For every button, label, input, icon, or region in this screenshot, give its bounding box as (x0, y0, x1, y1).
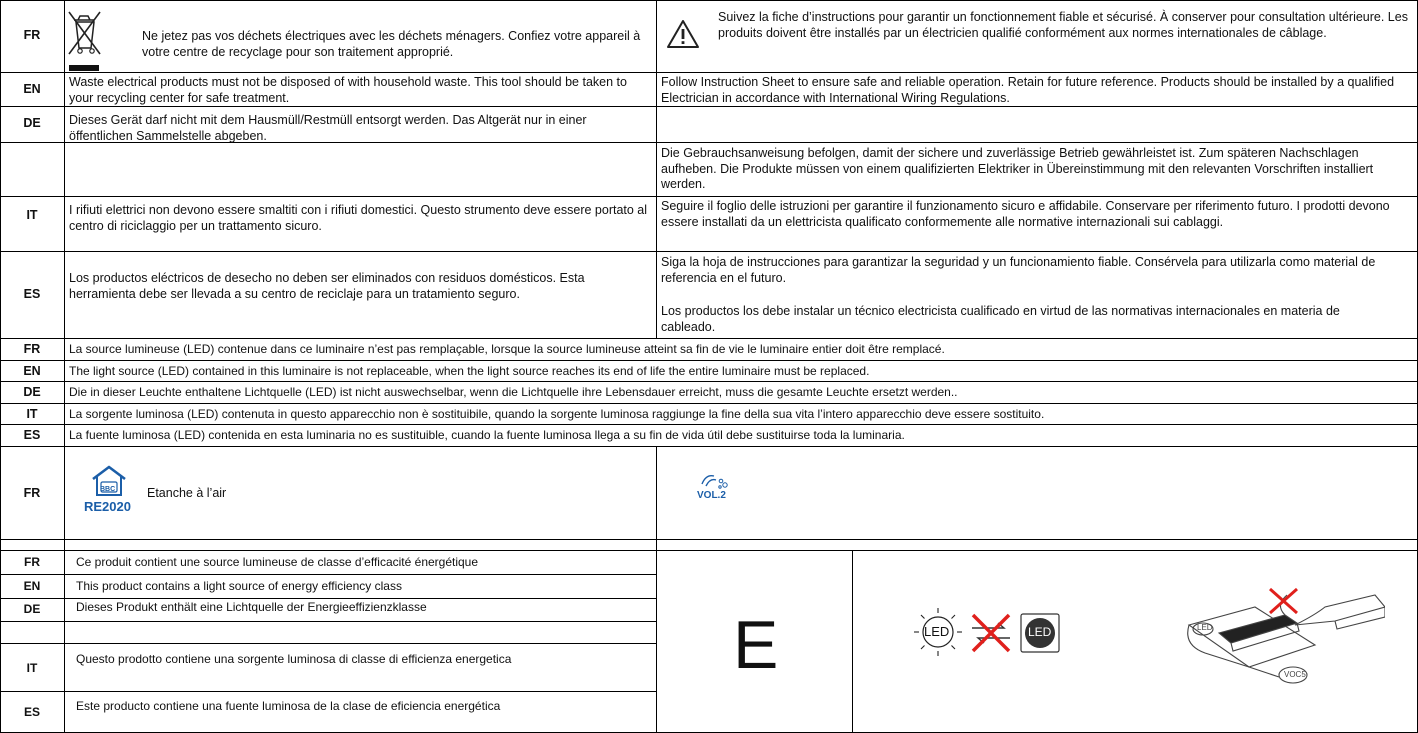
led-text-de: Die in dieser Leuchte enthaltene Lichtquelle (LED) ist nicht auswechselbar, wenn die Lichtquelle ihre Lebensdauer erreicht, muss die gesamte Leuchte ersetzt werden.. (69, 385, 958, 399)
instructions-text-es-2: Los productos los debe instalar un técnico electricista cualificado en virtud de las normativas internacionales en materia de cableado. (661, 304, 1340, 334)
weee-text-fr: Ne jetez pas vos déchets électriques avec les déchets ménagers. Confiez votre appareil à votre centre de recyclage pour son traitement approprié. (142, 29, 641, 59)
instructions-text-it: Seguire il foglio delle istruzioni per garantire il funzionamento sicuro e affidabile. Conservare per riferimento futuro. I prodotti devono essere installati da un elettricista qualificato conformemente alle normative internazionali sui cablaggi. (661, 199, 1390, 229)
language-code-en: EN (23, 579, 41, 593)
rule (852, 550, 853, 733)
no-replace-cross-icon (968, 610, 1014, 656)
bbc-label: BBC (100, 486, 116, 493)
driver-not-replaceable-icon (1175, 585, 1385, 700)
weee-text-en: Waste electrical products must not be disposed of with household waste. This tool should be taken to your recycling center for safe treatment. (69, 75, 627, 105)
rule (0, 196, 1418, 197)
rule (0, 643, 656, 644)
language-code-fr: FR (23, 28, 41, 42)
rule (0, 539, 1418, 540)
led-text-it: La sorgente luminosa (LED) contenuta in questo apparecchio non è sostituibile, quando la sorgente luminosa raggiunge la fine della sua vita l’intero apparecchio deve essere sostituito. (69, 407, 1045, 421)
led-text-fr: La source lumineuse (LED) contenue dans ce luminaire n’est pas remplaçable, lorsque la source lumineuse atteint sa fin de vie le luminaire entier doit être remplacé. (69, 342, 945, 356)
rule (0, 446, 1418, 447)
rule (0, 72, 1418, 73)
language-code-it: IT (26, 208, 38, 222)
rule (0, 691, 656, 692)
rule (656, 550, 657, 733)
language-code-es: ES (23, 428, 41, 442)
rule (0, 106, 1418, 107)
language-code-de: DE (23, 116, 41, 130)
weee-text-es: Los productos eléctricos de desecho no deben ser eliminados con residuos domésticos. Esta herramienta debe ser llevada a su centro de reciclaje para un tratamiento seguro. (69, 271, 585, 301)
language-code-fr: FR (23, 342, 41, 356)
rule (0, 0, 1418, 1)
re2020-label: RE2020 (84, 499, 131, 514)
language-code-de: DE (23, 602, 41, 616)
language-code-en: EN (23, 364, 41, 378)
vol2-acoustic-icon (698, 470, 738, 490)
led-text-es: La fuente luminosa (LED) contenida en esta luminaria no es sustituible, cuando la fuente luminosa llega a su fin de vida útil debe sustituirse toda la luminaria. (69, 428, 905, 442)
instructions-text-fr: Suivez la fiche d’instructions pour garantir un fonctionnement fiable et sécurisé. À conserver pour consultation ultérieure. Les produits doivent être installés par un électricien qualifié conformément aux normes internationales de câblage. (718, 10, 1408, 40)
rule (0, 360, 1418, 361)
rule (0, 574, 656, 575)
energy-text-fr: Ce produit contient une source lumineuse de classe d’efficacité énergétique (76, 555, 479, 569)
rule (0, 381, 1418, 382)
energy-text-de: Dieses Produkt enthält eine Lichtquelle der Energieeffizienzklasse (76, 600, 427, 614)
language-code-it: IT (26, 407, 38, 421)
airtight-text: Etanche à l’air (147, 486, 227, 500)
driver-label-top: LED (1197, 623, 1213, 632)
language-code-es: ES (23, 705, 40, 719)
rule (656, 0, 657, 338)
energy-text-en: This product contains a light source of energy efficiency class (76, 579, 402, 593)
rule (0, 598, 656, 599)
rule (656, 446, 657, 550)
led-label: LED (924, 624, 950, 639)
rule (0, 550, 1418, 551)
instructions-text-en: Follow Instruction Sheet to ensure safe and reliable operation. Retain for future reference. Products should be installed by a qualified Electrician in accordance with International Wiring Regulations. (661, 75, 1395, 105)
language-code-it: IT (26, 661, 38, 675)
language-code-fr: FR (24, 555, 40, 569)
instructions-text-es: Siga la hoja de instrucciones para garantizar la seguridad y un funcionamiento fiable. Consérvela para utilizarla como material de referencia en el futuro. (661, 255, 1376, 285)
warning-triangle-icon (666, 18, 700, 50)
language-code-en: EN (23, 82, 41, 96)
rule (0, 424, 1418, 425)
rule (0, 338, 1418, 339)
instructions-text-de: Die Gebrauchsanweisung befolgen, damit der sichere und zuverlässige Betrieb gewährleistet ist. Zum späteren Nachschlagen aufheben. Die Produkte müssen von einem qualifizierten Elektriker in Übereinstimmung mit den relevanten Vorschriften installiert werden. (661, 146, 1374, 191)
rule (0, 621, 656, 622)
weee-text-de: Dieses Gerät darf nicht mit dem Hausmüll/Restmüll entsorgt werden. Das Altgerät nur in einer öffentlichen Sammelstelle abgeben. (69, 113, 587, 143)
language-code-de: DE (23, 385, 41, 399)
crossed-bin-icon (66, 8, 106, 72)
led-label-dark: LED (1028, 625, 1052, 639)
energy-text-it: Questo prodotto contiene una sorgente luminosa di classe di efficienza energetica (76, 652, 512, 666)
rule (0, 403, 1418, 404)
energy-efficiency-class: E (733, 607, 779, 683)
weee-text-it: I rifiuti elettrici non devono essere smaltiti con i rifiuti domestici. Questo strumento deve essere portato al centro di riciclaggio per un trattamento sicuro. (69, 203, 648, 233)
rule (0, 251, 1418, 252)
language-code-es: ES (23, 287, 41, 301)
led-text-en: The light source (LED) contained in this luminaire is not replaceable, when the light source reaches its end of life the entire luminaire must be replaced. (69, 364, 870, 378)
driver-label-bottom: VOC5 (1284, 670, 1306, 679)
vol2-label: VOL.2 (697, 490, 726, 501)
rule (64, 0, 65, 733)
language-code-fr: FR (23, 486, 41, 500)
energy-text-es: Este producto contiene una fuente luminosa de la clase de eficiencia energética (76, 699, 501, 713)
